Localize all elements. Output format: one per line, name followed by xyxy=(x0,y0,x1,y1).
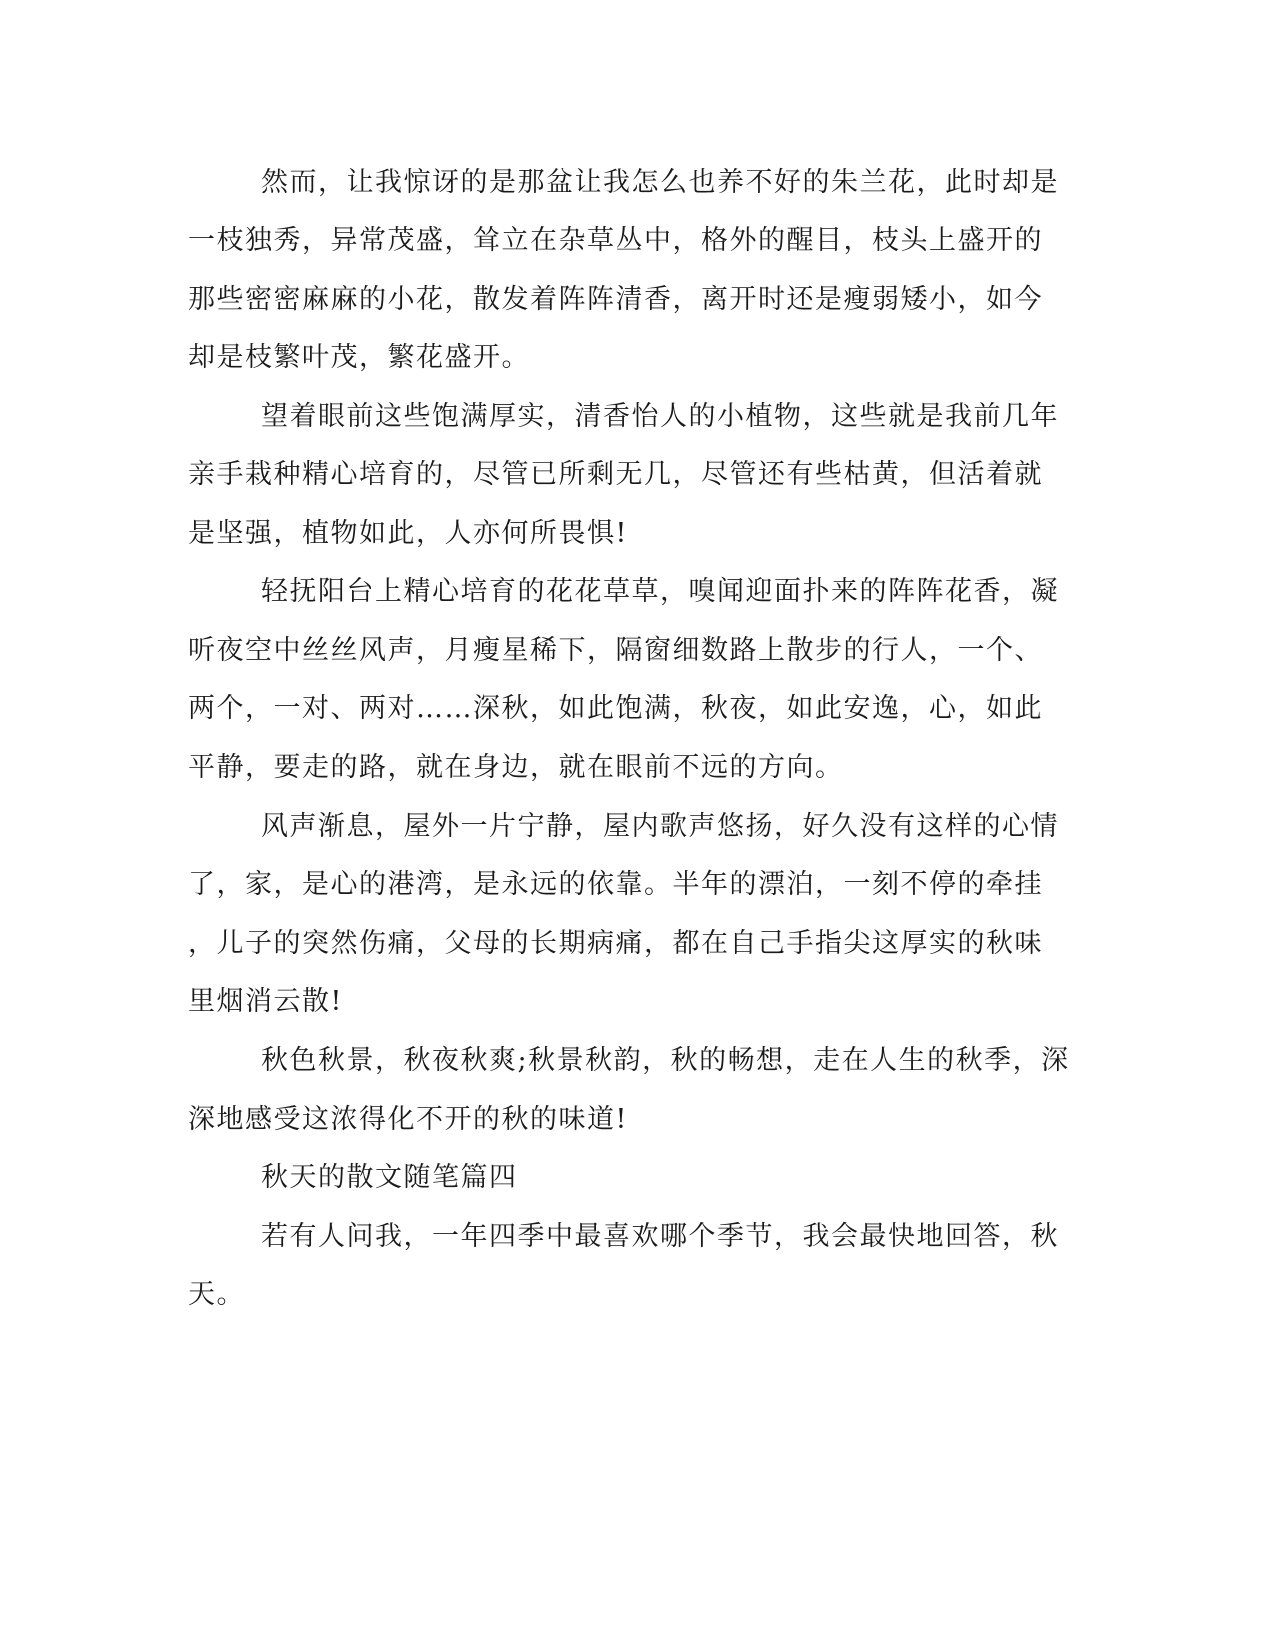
paragraph-5-line-2: 深地感受这浓得化不开的秋的味道! xyxy=(188,1104,628,1135)
section-heading: 秋天的散文随笔篇四 xyxy=(261,1162,518,1193)
paragraph-4-line-3: ，儿子的突然伤痛，父母的长期病痛，都在自己手指尖这厚实的秋味 xyxy=(188,928,1043,959)
paragraph-3-line-1: 轻抚阳台上精心培育的花花草草，嗅闻迎面扑来的阵阵花香，凝 xyxy=(261,576,1059,607)
paragraph-4-line-2: 了，家，是心的港湾，是永远的依靠。半年的漂泊，一刻不停的牵挂 xyxy=(188,869,1043,900)
paragraph-4-line-4: 里烟消云散! xyxy=(188,986,343,1017)
paragraph-1-line-1: 然而，让我惊讶的是那盆让我怎么也养不好的朱兰花，此时却是 xyxy=(261,167,1059,198)
paragraph-1-line-2: 一枝独秀，异常茂盛，耸立在杂草丛中，格外的醒目，枝头上盛开的 xyxy=(188,225,1043,256)
paragraph-1-line-3: 那些密密麻麻的小花，散发着阵阵清香，离开时还是瘦弱矮小，如今 xyxy=(188,284,1043,315)
paragraph-1-line-4: 却是枝繁叶茂，繁花盛开。 xyxy=(188,342,530,373)
paragraph-5-line-1: 秋色秋景，秋夜秋爽;秋景秋韵，秋的畅想，走在人生的秋季，深 xyxy=(261,1045,1070,1076)
paragraph-3-line-4: 平静，要走的路，就在身边，就在眼前不远的方向。 xyxy=(188,752,844,783)
paragraph-2-line-3: 是坚强，植物如此，人亦何所畏惧! xyxy=(188,518,628,549)
paragraph-4-line-1: 风声渐息，屋外一片宁静，屋内歌声悠扬，好久没有这样的心情 xyxy=(261,811,1059,842)
paragraph-2-line-2: 亲手栽种精心培育的，尽管已所剩无几，尽管还有些枯黄，但活着就 xyxy=(188,459,1043,490)
paragraph-6-line-2: 天。 xyxy=(188,1279,245,1310)
paragraph-3-line-2: 听夜空中丝丝风声，月瘦星稀下，隔窗细数路上散步的行人，一个、 xyxy=(188,635,1043,666)
paragraph-2-line-1: 望着眼前这些饱满厚实，清香怡人的小植物，这些就是我前几年 xyxy=(261,401,1059,432)
paragraph-3-line-3: 两个，一对、两对……深秋，如此饱满，秋夜，如此安逸，心，如此 xyxy=(188,693,1043,724)
paragraph-6-line-1: 若有人问我，一年四季中最喜欢哪个季节，我会最快地回答，秋 xyxy=(261,1221,1059,1252)
